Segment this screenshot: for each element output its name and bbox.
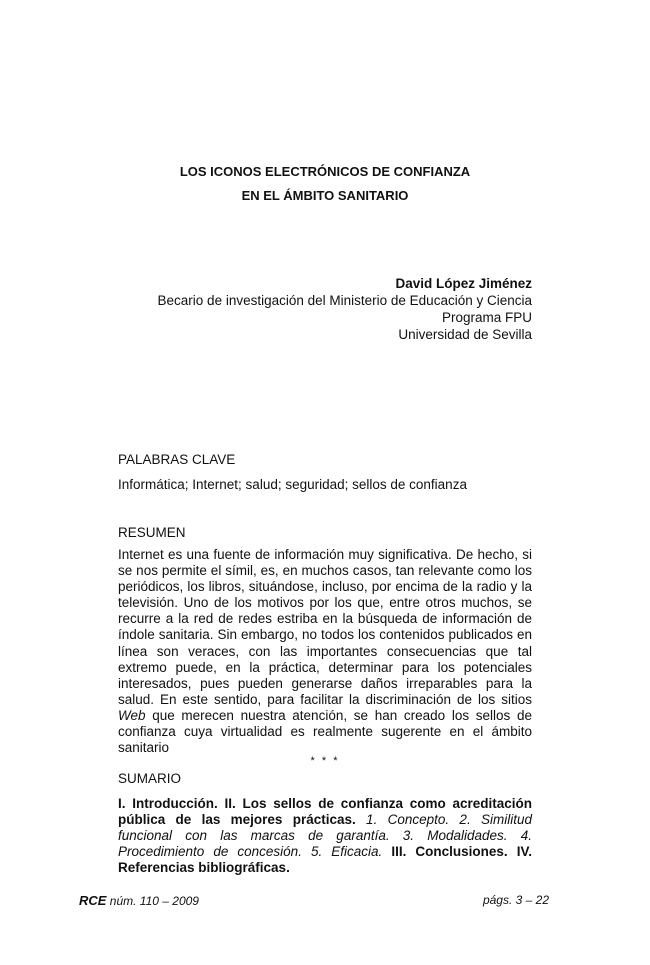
summary-heading: SUMARIO xyxy=(118,771,182,786)
author-affiliation-1: Becario de investigación del Ministerio de Educación y Ciencia xyxy=(157,293,532,308)
article-title-line-2: EN EL ÁMBITO SANITARIO xyxy=(241,188,409,203)
abstract-heading: RESUMEN xyxy=(118,525,186,540)
abstract-text xyxy=(118,547,532,756)
summary-text xyxy=(118,796,532,876)
summary-text-italic: 1. Concepto. 2. Similitud funcional con las marcas de garantía. 3. Modalidades. 4. Procedimiento de concesión. 5. Eficacia. xyxy=(118,812,532,860)
summary-text-bold-1: I. Introducción. II. Los sellos de confianza como acreditación pública de las mejores prácticas. xyxy=(118,796,532,828)
author-name: David López Jiménez xyxy=(395,276,532,291)
abstract-text-part-2: que merecen nuestra atención, se han creado los sellos de confianza cuya virtualidad es realmente sugerente en el ámbito sanitario xyxy=(118,707,532,756)
section-separator: * * * xyxy=(310,755,340,767)
footer-journal xyxy=(79,893,199,908)
author-affiliation-3: Universidad de Sevilla xyxy=(398,327,532,342)
summary-text-bold-2: III. Conclusiones. IV. Referencias bibliográficas. xyxy=(118,844,532,876)
footer-pages: págs. 3 – 22 xyxy=(482,893,549,907)
author-block xyxy=(158,275,532,343)
abstract-text-part-1: Internet es una fuente de información muy significativa. De hecho, si se nos permite el símil, es, en muchos casos, tan relevante como los periódicos, los libros, situándose, incluso, por encima de la radio y la televisión. Uno de los motivos por los que, entre otros muchos, se recurre a la red de redes estriba en la búsqueda de información de índole sanitaria. Sin embargo, no todos los contenidos publicados en línea son veraces, con las importantes consecuencias que tal extremo puede, en la práctica, determinar para los potenciales interesados, pues pueden generarse daños irreparables para la salud. En este sentido, para facilitar la discriminación de los sitios xyxy=(118,547,532,707)
keywords-text: Informática; Internet; salud; seguridad; sellos de confianza xyxy=(118,477,467,492)
abstract-text-italic-web: Web xyxy=(118,707,146,723)
author-affiliation-2: Programa FPU xyxy=(441,310,532,325)
footer-issue: núm. 110 – 2009 xyxy=(106,894,199,908)
article-title-line-1: LOS ICONOS ELECTRÓNICOS DE CONFIANZA xyxy=(179,164,471,179)
footer-journal-name: RCE xyxy=(79,893,107,908)
keywords-heading: PALABRAS CLAVE xyxy=(118,452,236,467)
